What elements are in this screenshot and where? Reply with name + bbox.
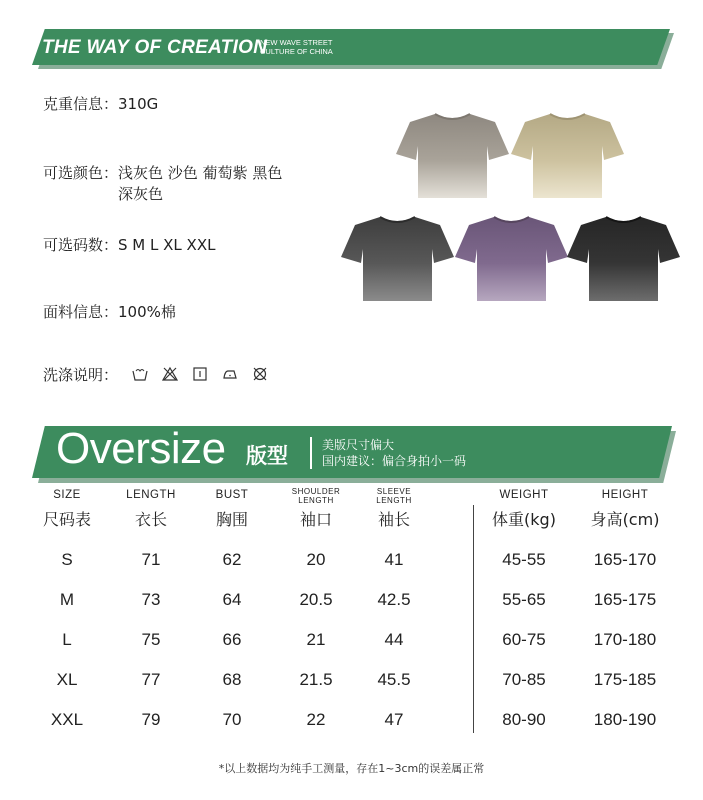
sizes-info <box>43 235 215 256</box>
fit-title: Oversize <box>56 424 226 473</box>
weight-label: 克重信息： <box>43 95 119 113</box>
col-header-shoulder-en <box>292 487 340 505</box>
col-header-height-en: HEIGHT <box>601 489 649 501</box>
wash-info <box>43 365 118 386</box>
cell-weight: 70-85 <box>502 670 546 689</box>
cell-sleeve: 42.5 <box>377 590 411 609</box>
colors-line1: 浅灰色 沙色 葡萄紫 黑色 <box>118 164 283 182</box>
fabric-info <box>43 302 176 323</box>
product-shirt-black <box>566 213 681 303</box>
cell-height: 180-190 <box>593 710 657 729</box>
cell-shoulder: 22 <box>306 710 326 729</box>
cell-bust: 62 <box>222 550 242 569</box>
cell-weight: 45-55 <box>502 550 546 569</box>
cell-length: 73 <box>141 590 161 609</box>
care-icons <box>132 366 268 382</box>
cell-shoulder: 20 <box>306 550 326 569</box>
cell-sleeve: 47 <box>384 710 404 729</box>
colors-label: 可选颜色： <box>43 164 119 182</box>
cell-length: 77 <box>141 670 161 689</box>
header-subtitle-line2: CULTURE OF CHINA <box>260 47 333 56</box>
col-header-shoulder-en-line1: SHOULDER <box>291 487 341 496</box>
product-shirt-grape-purple <box>454 213 569 303</box>
sizes-label: 可选码数： <box>43 236 119 254</box>
col-header-length-cn: 衣长 <box>134 510 168 529</box>
cell-length: 79 <box>141 710 161 729</box>
tumble-dry-icon <box>192 366 208 382</box>
col-header-bust-en: BUST <box>215 489 249 501</box>
col-header-size-en: SIZE <box>53 489 81 501</box>
col-header-sleeve-cn: 袖长 <box>377 510 411 529</box>
sizes-value: S M L XL XXL <box>118 236 216 254</box>
fit-separator <box>310 437 312 469</box>
fit-note <box>322 437 466 469</box>
table-divider <box>473 505 474 733</box>
iron-icon <box>222 366 238 382</box>
cell-shoulder: 21 <box>306 630 326 649</box>
colors-value <box>118 163 282 205</box>
cell-bust: 68 <box>222 670 242 689</box>
colors-info <box>43 163 282 205</box>
weight-value: 310G <box>118 95 159 113</box>
fit-title-cn: 版型 <box>246 444 288 468</box>
col-header-sleeve-en <box>376 487 411 505</box>
product-shirt-dark-gray <box>340 213 455 303</box>
cell-shoulder: 21.5 <box>299 670 333 689</box>
cell-length: 71 <box>141 550 161 569</box>
cell-sleeve: 45.5 <box>377 670 411 689</box>
cell-weight: 80-90 <box>502 710 546 729</box>
fit-note-line2: 国内建议：偏合身拍小一码 <box>322 454 467 468</box>
no-bleach-icon <box>162 366 178 382</box>
col-header-sleeve-en-line2: LENGTH <box>376 496 412 505</box>
cell-size: M <box>59 590 75 609</box>
cell-bust: 66 <box>222 630 242 649</box>
cell-size: XXL <box>50 710 84 729</box>
cell-height: 175-185 <box>593 670 657 689</box>
header-title: THE WAY OF CREATION <box>42 37 268 58</box>
product-shirt-sand <box>510 110 625 200</box>
footnote: *以上数据均为纯手工测量，存在1~3cm的误差属正常 <box>218 762 485 775</box>
header-subtitle-line1: NEW WAVE STREET <box>260 38 333 47</box>
cell-sleeve: 44 <box>384 630 404 649</box>
col-header-length-en: LENGTH <box>126 489 176 501</box>
cell-weight: 60-75 <box>502 630 546 649</box>
no-dry-clean-icon <box>252 366 268 382</box>
col-header-weight-en: WEIGHT <box>499 489 549 501</box>
cell-size: XL <box>56 670 78 689</box>
col-header-size-cn: 尺码表 <box>42 510 92 529</box>
cell-sleeve: 41 <box>384 550 404 569</box>
col-header-shoulder-en-line2: LENGTH <box>298 496 334 505</box>
cell-size: L <box>62 630 72 649</box>
product-shirt-light-gray <box>395 110 510 200</box>
cell-height: 165-170 <box>593 550 657 569</box>
cell-height: 165-175 <box>593 590 657 609</box>
colors-line2: 深灰色 <box>118 185 164 203</box>
header-subtitle <box>260 38 333 56</box>
col-header-height-cn: 身高(cm) <box>590 510 660 529</box>
fabric-value: 100%棉 <box>118 303 176 321</box>
hand-wash-icon <box>132 366 148 382</box>
col-header-weight-cn: 体重(kg) <box>492 510 556 529</box>
cell-weight: 55-65 <box>502 590 546 609</box>
cell-size: S <box>61 550 73 569</box>
wash-label: 洗涤说明： <box>43 366 119 384</box>
col-header-shoulder-cn: 袖口 <box>299 510 333 529</box>
col-header-sleeve-en-line1: SLEEVE <box>376 487 412 496</box>
fabric-label: 面料信息： <box>43 303 119 321</box>
cell-bust: 64 <box>222 590 242 609</box>
weight-info <box>43 94 158 115</box>
fit-note-line1: 美版尺寸偏大 <box>322 438 395 452</box>
col-header-bust-cn: 胸围 <box>215 510 249 529</box>
cell-shoulder: 20.5 <box>299 590 333 609</box>
cell-height: 170-180 <box>593 630 657 649</box>
cell-bust: 70 <box>222 710 242 729</box>
cell-length: 75 <box>141 630 161 649</box>
